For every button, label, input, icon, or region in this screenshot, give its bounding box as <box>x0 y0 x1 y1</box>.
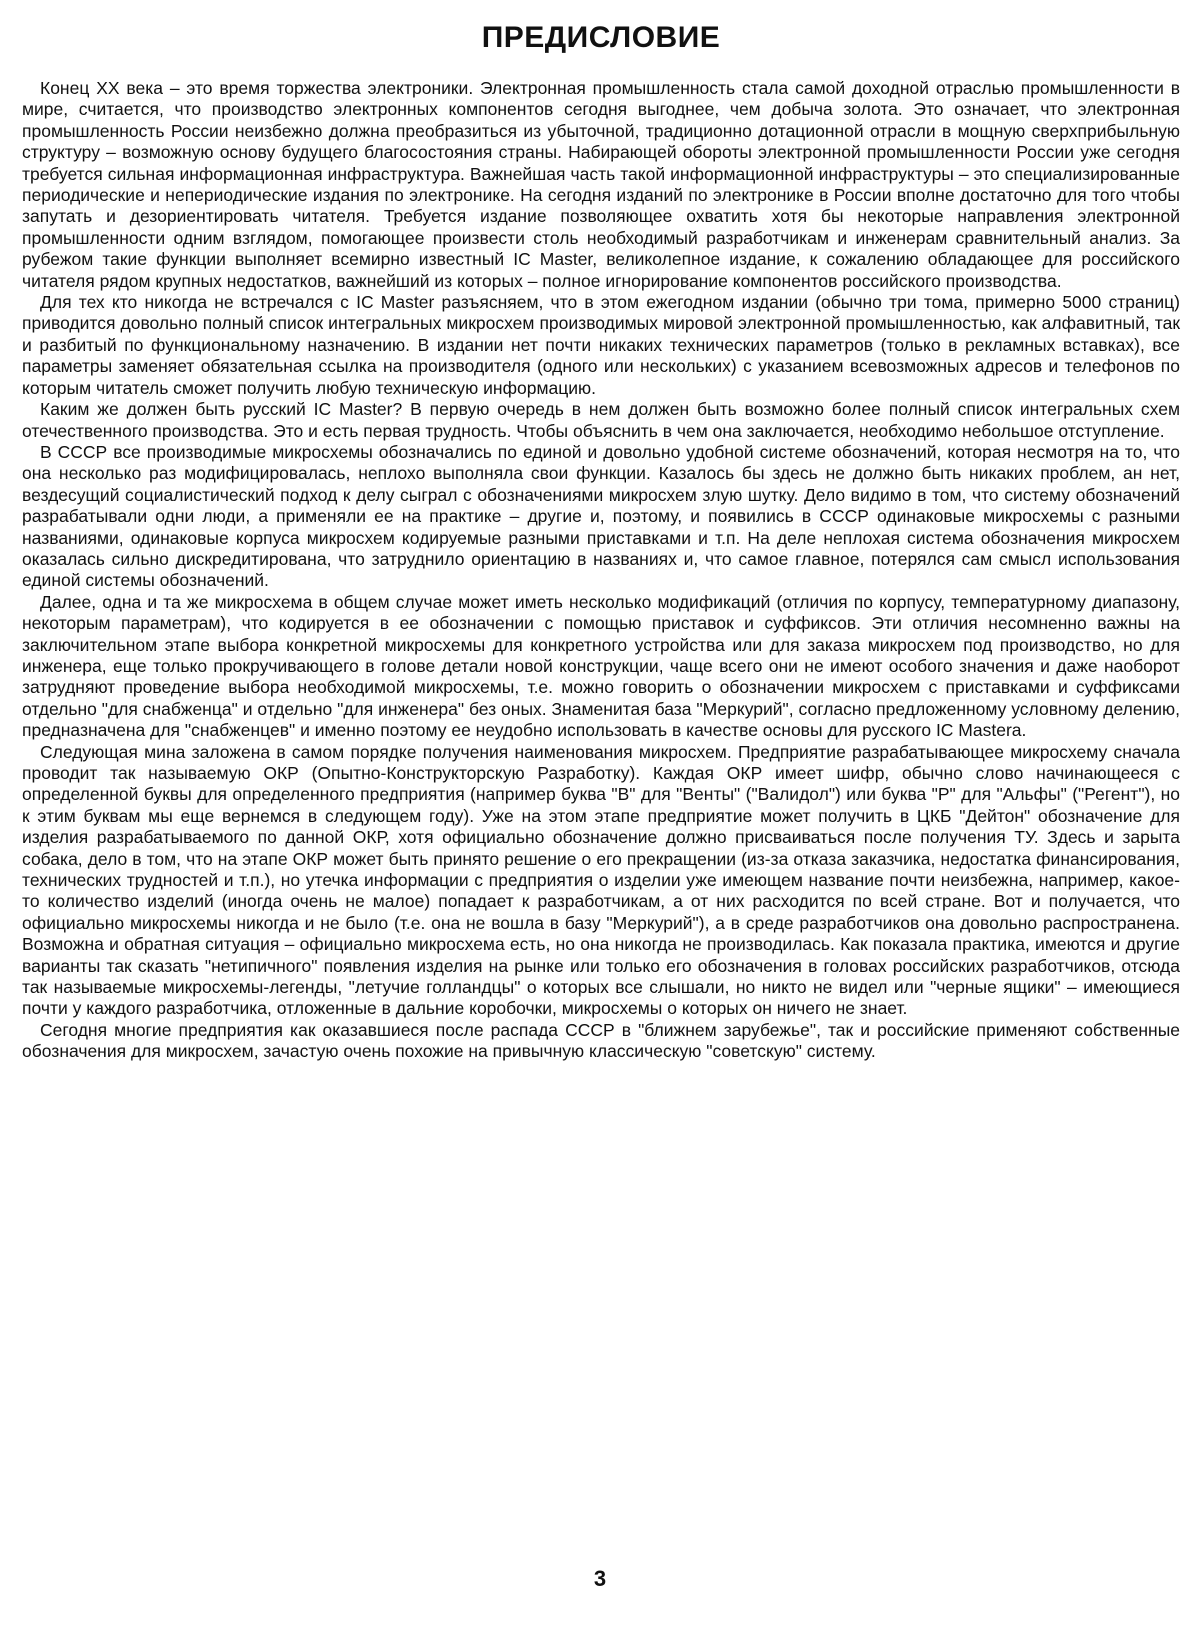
body-text <box>22 78 1180 1063</box>
paragraph-3: Каким же должен быть русский IC Master? В первую очередь в нем должен быть возможно более полный список интегральных схем отечественного производства. Это и есть первая трудность. Чтобы объяснить в чем она заключается, необходимо небольшое отступление. <box>22 399 1180 441</box>
page-title: ПРЕДИСЛОВИЕ <box>481 21 721 54</box>
paragraph-6: Следующая мина заложена в самом порядке получения наименования микросхем. Предприятие разрабатывающее микросхему сначала проводит так называемую ОКР (Опытно-Конструкторскую Разработку). Каждая ОКР имеет шифр, обычно слово начинающееся с определенной буквы для определенного предприятия (например буква "В" для "Венты" ("Валидол") или буква "Р" для "Альфы" ("Регент"), но к этим буквам мы еще вернемся в следующем году). Уже на этом этапе предприятие может получить в ЦКБ "Дейтон" обозначение для изделия разрабатываемого по данной ОКР, хотя официально обозначение должно присваиваться после получения ТУ. Здесь и зарыта собака, дело в том, что на этапе ОКР может быть принято решение о его прекращении (из-за отказа заказчика, недостатка финансирования, технических трудностей и т.п.), но утечка информации с предприятия о изделии уже имеющем название почти неизбежна, например, какое-то количество изделий (иногда очень не малое) попадает к разработчикам, а от них расходится по всей стране. Вот и получается, что официально микросхемы никогда и не было (т.е. она не вошла в базу "Меркурий"), а в среде разработчиков она довольно распространена. Возможна и обратная ситуация – официально микросхема есть, но она никогда не производилась. Как показала практика, имеются и другие варианты так сказать "нетипичного" появления изделия на рынке или только его обозначения в головах российских разработчиков, отсюда так называемые микросхемы-легенды, "летучие голландцы" о которых все слышали, но никто не видел или "черные ящики" – имеющиеся почти у каждого разработчика, отложенные в дальние коробочки, микросхемы о которых он ничего не знает. <box>22 741 1180 1019</box>
paragraph-7: Сегодня многие предприятия как оказавшиеся после распада СССР в "ближнем зарубежье", так и российские применяют собственные обозначения для микросхем, зачастую очень похожие на привычную классическую "советскую" систему. <box>22 1019 1180 1062</box>
paragraph-2: Для тех кто никогда не встречался с IC Master разъясняем, что в этом ежегодном издании (обычно три тома, примерно 5000 страниц) приводится довольно полный список интегральных микросхем производимых мировой электронной промышленностью, как алфавитный, так и разбитый по функциональному назначению. В издании нет почти никаких технических параметров (только в рекламных вставках), все параметры заменяет обязательная ссылка на производителя (одного или нескольких) с указанием всевозможных адресов и телефонов по которым читатель сможет получить любую техническую информацию. <box>22 292 1180 398</box>
paragraph-4: В СССР все производимые микросхемы обозначались по единой и довольно удобной системе обозначений, которая несмотря на то, что она несколько раз модифицировалась, неплохо выполняла свои функции. Казалось бы здесь не должно быть никаких проблем, ан нет, вездесущий социалистический подход к делу сыграл с обозначениями микросхем злую шутку. Дело видимо в том, что систему обозначений разрабатывали одни люди, а применяли ее на практике – другие и, поэтому, и появились в СССР одинаковые микросхемы с разными названиями, одинаковые корпуса микросхем кодируемые разными приставками и т.п. На деле неплохая система обозначения микросхем оказалась сильно дискредитирована, что затруднило ориентацию в названиях и, что самое главное, потерялся сам смысл использования единой системы обозначений. <box>22 441 1180 591</box>
paragraph-5: Далее, одна и та же микросхема в общем случае может иметь несколько модификаций (отличия по корпусу, температурному диапазону, некоторым параметрам), что кодируется в ее обозначении с помощью приставок и суффиксов. Эти отличия несомненно важны на заключительном этапе выбора конкретной микросхемы для конкретного устройства или для заказа микросхем под производство, но для инженера, еще только прокручивающего в голове детали новой конструкции, чаще всего они не имеют особого значения и даже наоборот затрудняют проведение выбора необходимой микросхемы, т.е. можно говорить о обозначении микросхем с приставками и суффиксами отдельно "для снабженца" и отдельно "для инженера" без оных. Знаменитая база "Меркурий", согласно предложенному условному делению, предназначена для "снабженцев" и именно поэтому ее неудобно использовать в качестве основы для русского IC Mastera. <box>22 591 1180 741</box>
page-number: 3 <box>593 1566 607 1591</box>
paragraph-1: Конец XX века – это время торжества электроники. Электронная промышленность стала самой доходной отраслью промышленности в мире, считается, что производство электронных компонентов сегодня выгоднее, чем добыча золота. Это означает, что электронная промышленность России неизбежно должна преобразиться из убыточной, традиционно дотационной отрасли в мощную сверхприбыльную структуру – возможную основу будущего благосостояния страны. Набирающей обороты электронной промышленности России уже сегодня требуется сильная информационная инфраструктура. Важнейшая часть такой информационной инфраструктуры – это специализированные периодические и непериодические издания по электронике. На сегодня изданий по электронике в России вполне достаточно для того чтобы запутать и дезориентировать читателя. Требуется издание позволяющее охватить хотя бы некоторые направления электронной промышленности одним взглядом, помогающее произвести столь необходимый разработчикам и инженерам сравнительный анализ. За рубежом такие функции выполняет всемирно известный IC Master, великолепное издание, к сожалению обладающее для российского читателя рядом крупных недостатков, важнейший из которых – полное игнорирование компонентов российского производства. <box>22 78 1180 291</box>
page <box>22 18 1180 1063</box>
